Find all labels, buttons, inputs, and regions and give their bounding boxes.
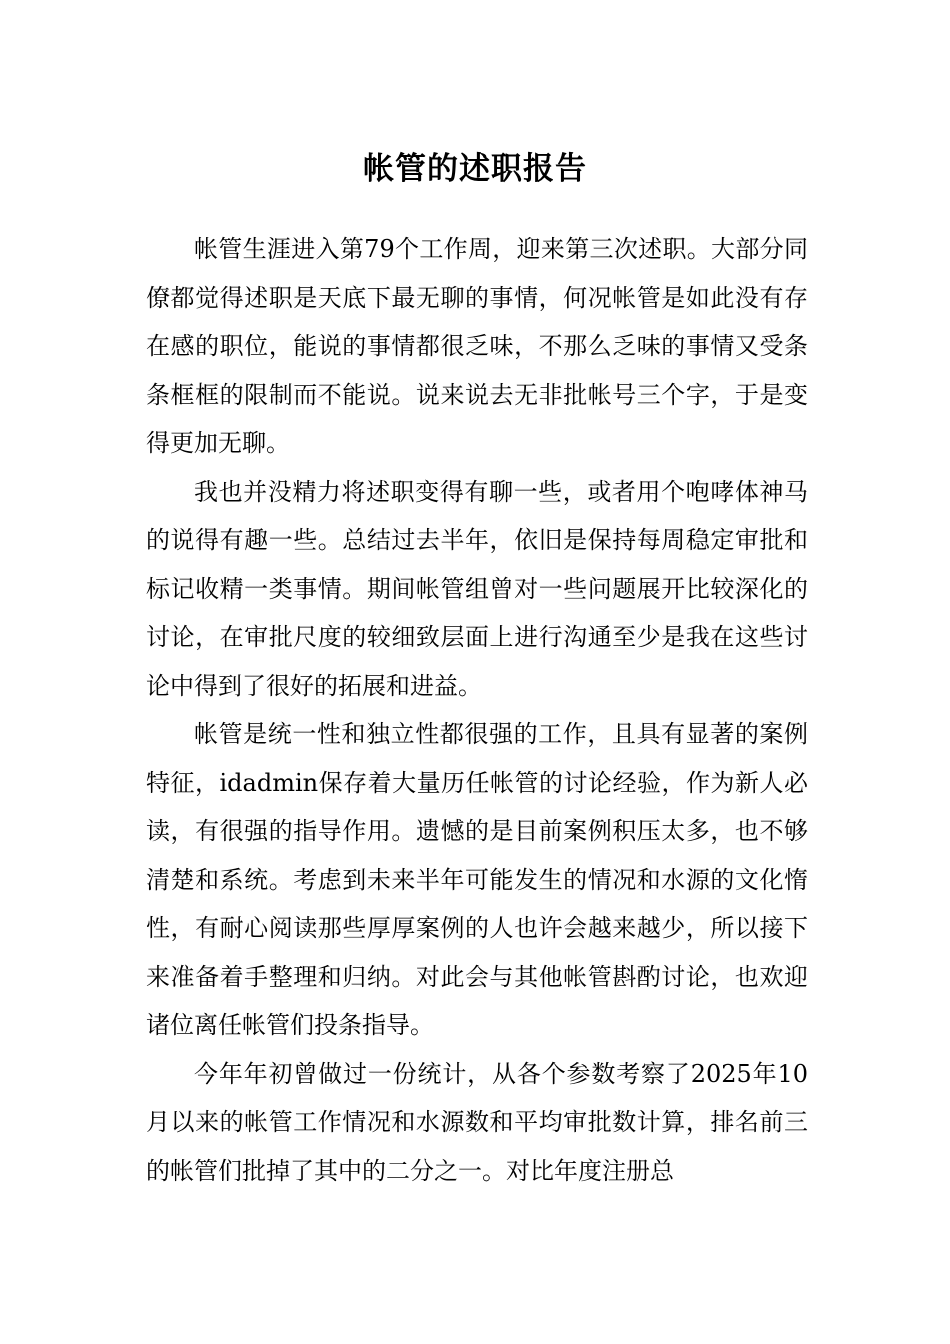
- paragraph: 帐管生涯进入第79个工作周，迎来第三次述职。大部分同僚都觉得述职是天底下最无聊的事情，何况帐管是如此没有存在感的职位，能说的事情都很乏味，不那么乏味的事情又受条条框框的限制而不能说。说来说去无非批帐号三个字，于是变得更加无聊。: [146, 235, 808, 457]
- document-title: 帐管的述职报告: [363, 150, 587, 187]
- document-body: [146, 225, 808, 1195]
- paragraph: 今年年初曾做过一份统计，从各个参数考察了2025年10月以来的帐管工作情况和水源数和平均审批数计算，排名前三的帐管们批掉了其中的二分之一。对比年度注册总: [146, 1059, 808, 1185]
- paragraph: 我也并没精力将述职变得有聊一些，或者用个咆哮体神马的说得有趣一些。总结过去半年，依旧是保持每周稳定审批和标记收精一类事情。期间帐管组曾对一些问题展开比较深化的讨论，在审批尺度的较细致层面上进行沟通至少是我在这些讨论中得到了很好的拓展和进益。: [146, 477, 808, 700]
- paragraph: 帐管是统一性和独立性都很强的工作，且具有显著的案例特征，idadmin保存着大量历任帐管的讨论经验，作为新人必读，有很强的指导作用。遗憾的是目前案例积压太多，也不够清楚和系统。考虑到未来半年可能发生的情况和水源的文化惰性，有耐心阅读那些厚厚案例的人也许会越来越少，所以接下来准备着手整理和归纳。对此会与其他帐管斟酌讨论，也欢迎诸位离任帐管们投条指导。: [146, 720, 808, 1039]
